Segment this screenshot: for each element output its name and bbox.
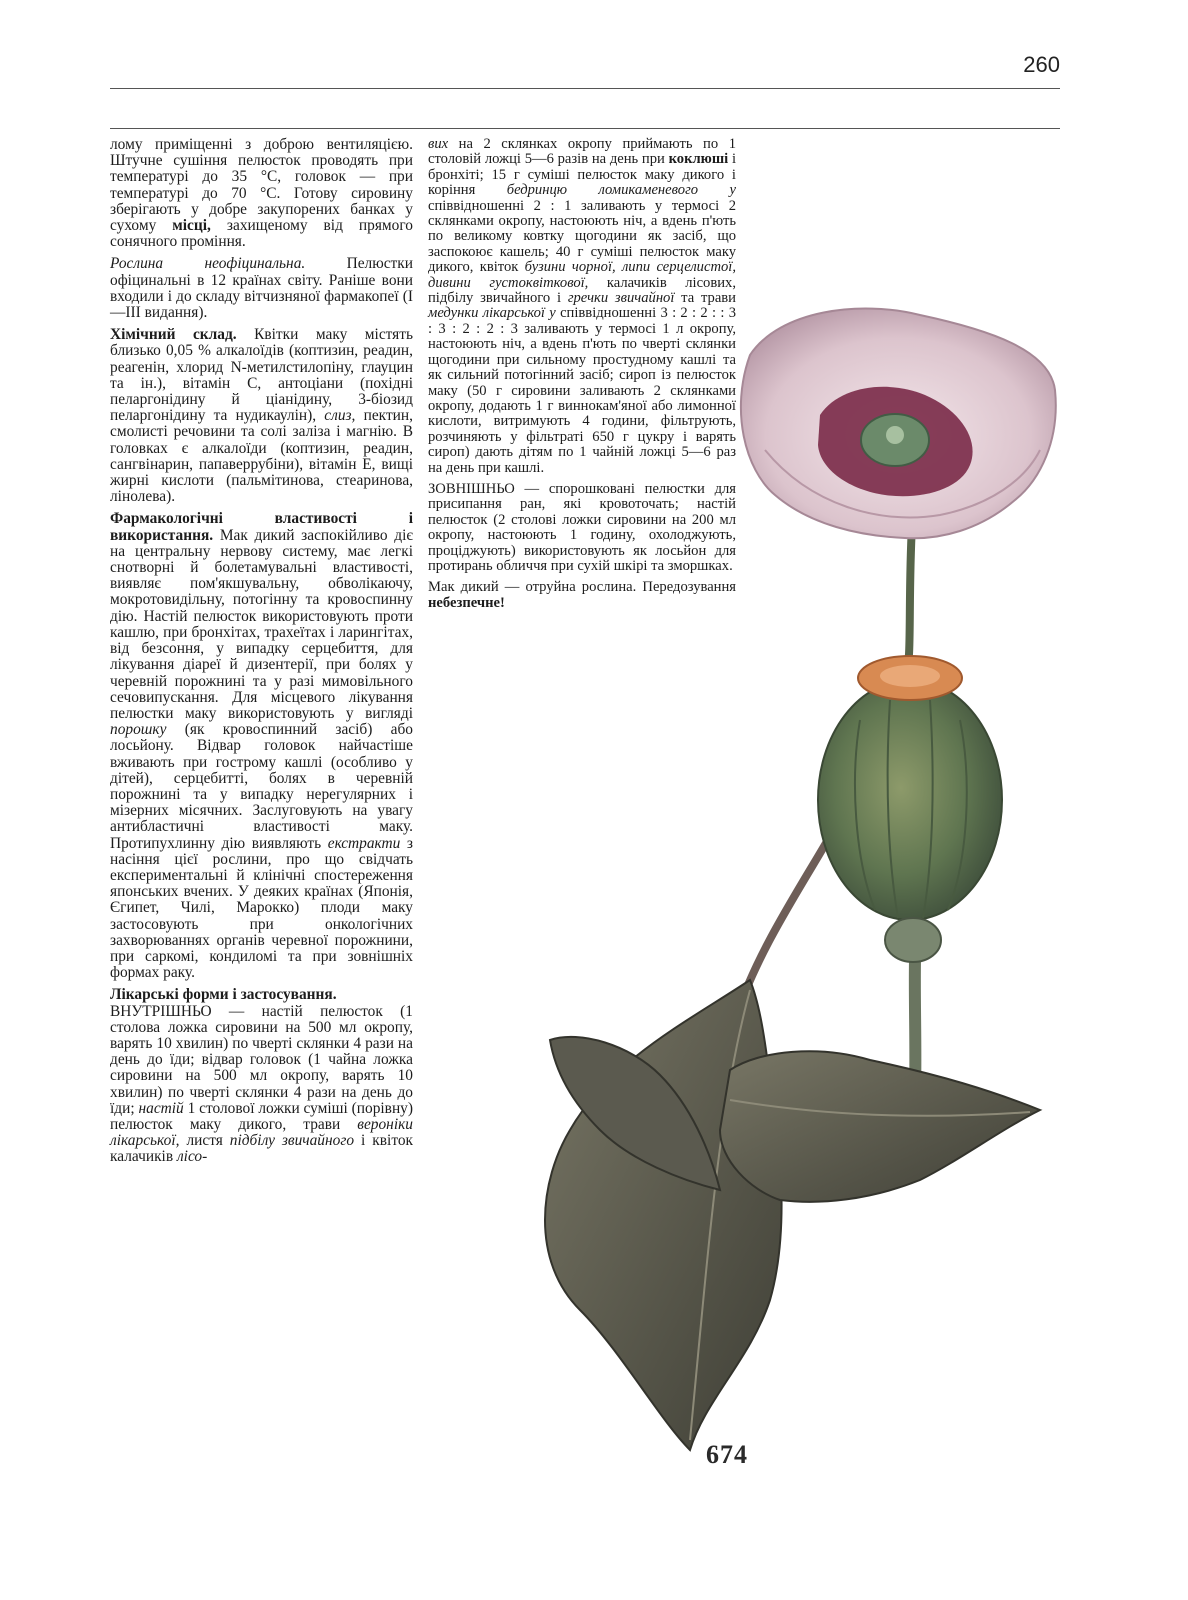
section-heading: Хімічний склад. bbox=[110, 326, 237, 344]
seed-capsule bbox=[818, 680, 1002, 920]
bold-text: коклюші bbox=[668, 151, 729, 168]
text: Мак дикий — отруйна рослина. Передозування bbox=[428, 579, 736, 596]
italic-text: екстракти bbox=[327, 834, 401, 852]
section-heading: Лікарські форми і застосування. bbox=[110, 986, 337, 1004]
text: Мак дикий заспокійливо діє на центральну нервову систему, має легкі снотворні й болетамувальні властивості, виявляє пом'якшувальну, обволікаючу, мокротовидільну, потогінну та кровоспинну дію. Настій пелюсток використовують проти кашлю, при бронхітах, трахеїтах і ларингітах, від безсоння, у випадку серцебиття, для лікування діареї й дизентерії, при болях у черевній порожнині та у разі мимовільного сечовипускання. Для місцевого лікування пелюстки маку використовують у вигляді bbox=[110, 526, 413, 722]
text: листя bbox=[179, 1132, 230, 1150]
poppy-illustration bbox=[520, 300, 1080, 1480]
text: ВНУТРІШНЬО — настій пелюсток (1 столова ложка сировини на 500 мл окропу, варять 10 хвилин) по чверті склянки 4 рази на день до їди; відвар головок (1 чайна ложка сировини на 500 мл окропу, варять 10 хвилин) по чверті склянки 4 рази на день до їди; bbox=[110, 1002, 413, 1117]
italic-text: вероніки лікарської, bbox=[110, 1115, 413, 1150]
plate-number: 674 bbox=[706, 1440, 748, 1469]
paragraph-chemistry bbox=[110, 327, 413, 505]
header-rule-bottom bbox=[110, 128, 1060, 129]
italic-text: вих bbox=[428, 136, 449, 152]
bold-text: місці, bbox=[172, 217, 211, 235]
header-rule-top bbox=[110, 88, 1060, 89]
paragraph-status bbox=[110, 256, 413, 321]
capsule-base bbox=[885, 918, 941, 962]
text: калачиків лісових, підбілу звичайного і bbox=[428, 274, 737, 307]
italic-text: бузини чорної, липи серцелистої, дивини густоквіткової, bbox=[428, 259, 736, 291]
italic-text: настій bbox=[138, 1099, 184, 1117]
text: (як кровоспинний засіб) або лосьйону. Відвар головок найчастіше вживають при гострому кашлі (особливо у дітей), серцебитті, болях в черевній порожнині та у випадку нерегулярних і мізерних місячних. Заслуговують на увагу антибластичні властивості маку. Протипухлинну дію виявляють bbox=[110, 721, 413, 852]
text: співвідношенні 2 : 1 заливають у термосі 2 склянками окропу, настоюють ніч, а вдень п'ють по великому ковтку щогодини як засіб, що заспокоює кашель; 40 г суміші пелюсток маку дикого, квіток bbox=[428, 197, 736, 276]
italic-text: бедринцю ломикаменевого у bbox=[506, 182, 736, 199]
paragraph-internal-use bbox=[110, 1004, 413, 1166]
italic-text: гречки звичайної bbox=[567, 290, 675, 307]
italic-text: лісо- bbox=[176, 1148, 208, 1166]
paragraph-pharmacology bbox=[110, 511, 413, 981]
text-column-left bbox=[110, 137, 413, 1172]
paragraph-forms-heading bbox=[110, 987, 413, 1003]
italic-text: слиз, bbox=[324, 407, 356, 425]
text: пектин, смолисті речовини та солі заліза і магнію. В головках є алкалоїди (коптизин, реадин, сангвінарин, папаверрубіни), вітамін Е, вищі жирні кислоти (пальмітинова, стеаринова, лінолева). bbox=[110, 407, 413, 506]
warning-bold: небезпечне! bbox=[428, 594, 505, 611]
text: лому приміщенні з доброю вентиляцією. Штучне сушіння пелюсток проводять при температурі до 35 °С, головок — при температурі до 70 °С. Готову сировину зберігають у добре закупорених банках у сухому bbox=[110, 136, 413, 235]
flower-stem bbox=[906, 525, 912, 675]
text: співвідношенні 3 : 2 : 2 : : 3 : 3 : 2 : 2 : 3 заливають у термосі 1 л окропу, настоюють ніч, а вдень п'ють по чверті склянки щогодини при сильному простудному кашлі та як сильний потогінний засіб; сироп із пелюсток маку (50 г сировини заливають 2 склянками окропу, додають 1 г виннокам'яної або лимонної кислоти, витримують 4 години, фільтрують, розчиняють у фільтраті 650 г цукру і варять сироп) дають дітям по 1 чайній ложці 5—6 раз на день при кашлі. bbox=[428, 305, 737, 476]
text: та трави bbox=[674, 290, 736, 307]
text: Пелюстки офіцинальні в 12 країнах світу. Раніше вони входили і до складу вітчизняної фармакопеї (І —III видання). bbox=[110, 255, 414, 322]
poppy-plant-image bbox=[520, 300, 1080, 1480]
text: і квіток калачиків bbox=[110, 1132, 414, 1166]
middle-leaf bbox=[720, 1051, 1040, 1202]
paragraph-storage bbox=[110, 137, 413, 250]
text: ЗОВНІШНЬО — спорошковані пелюстки для присипання ран, які кровоточать; настій пелюсток (2 столові ложки сировини на 200 мл окропу, настоюють 1 годину, охолоджують, проціджують) використовують як лосьйон для протирань обличчя при сухій шкірі та зморшках. bbox=[428, 480, 736, 574]
italic-text: порошку bbox=[110, 721, 167, 739]
text: 1 столової ложки суміші (порівну) пелюсток маку дикого, трави bbox=[110, 1099, 414, 1133]
text: з насіння цієї рослини, про що свідчать експериментальні й клінічні спостереження японських вчених. У деяких країнах (Японія, Єгипет, Чилі, Марокко) плоди маку застосовують при онкологічних захворюваннях органів черевної порожнини, при саркомі, кондиломі та при зовнішніх формах раку. bbox=[110, 834, 413, 982]
italic-text: Рослина неофіцинальна. bbox=[110, 255, 306, 273]
text: і бронхіті; 15 г суміші пелюсток маку дикого і коріння bbox=[428, 151, 736, 199]
text: на 2 склянках окропу приймають по 1 столовій ложці 5—6 разів на день при bbox=[428, 136, 736, 168]
text: захищеному від прямого сонячного проміння. bbox=[110, 217, 413, 251]
text: Квітки маку містять близько 0,05 % алкалоїдів (коптизин, реадин, реагенін, хлорид N-метилстилопіну, глауцин та ін.), вітамін С, антоціани (похідні пеларгонідину й ціанідину, 3-біозид пеларгонідину та нудикаулін), bbox=[110, 326, 413, 425]
section-heading: Фармакологічні властивості і використання. bbox=[110, 510, 413, 544]
italic-text: підбілу звичайного bbox=[229, 1132, 355, 1150]
italic-text: медунки лікарської у bbox=[428, 305, 556, 322]
page-number: 260 bbox=[1023, 52, 1060, 77]
